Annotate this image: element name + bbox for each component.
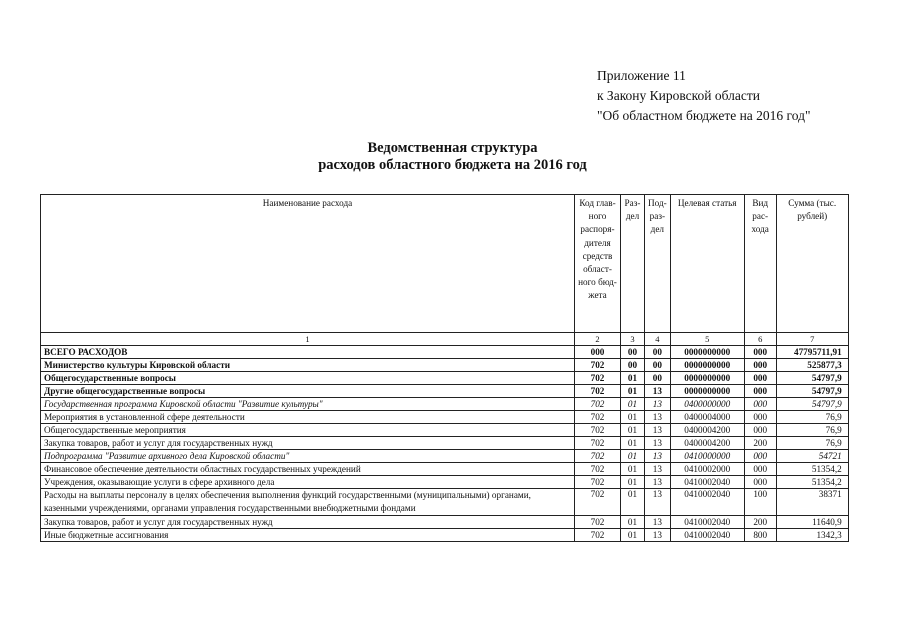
- cell-kind: 000: [744, 372, 776, 385]
- cell-code: 702: [575, 516, 621, 529]
- cell-code: 702: [575, 424, 621, 437]
- cell-kind: 000: [744, 398, 776, 411]
- cell-sum: 51354,2: [776, 463, 848, 476]
- header-row: [41, 195, 849, 333]
- cell-subsection: 00: [645, 346, 671, 359]
- column-number: 4: [645, 333, 671, 346]
- cell-target: 0000000000: [670, 372, 744, 385]
- cell-kind: 100: [744, 489, 776, 516]
- cell-section: 01: [621, 437, 645, 450]
- table-row: [41, 385, 849, 398]
- cell-sum: 1342,3: [776, 529, 848, 542]
- cell-section: 01: [621, 398, 645, 411]
- cell-section: 01: [621, 450, 645, 463]
- cell-name: Расходы на выплаты персоналу в целях обеспечения выполнения функций государственными (муниципальными) органами, казенными учреждениями, органами управления государственными внебюджетными фондами: [41, 489, 575, 516]
- table-row: [41, 346, 849, 359]
- cell-kind: 000: [744, 476, 776, 489]
- cell-code: 702: [575, 372, 621, 385]
- table-row: [41, 529, 849, 542]
- cell-name: Подпрограмма "Развитие архивного дела Кировской области": [41, 450, 575, 463]
- cell-name: Общегосударственные вопросы: [41, 372, 575, 385]
- table-row: [41, 372, 849, 385]
- title-line-1: Ведомственная структура: [367, 140, 538, 156]
- cell-section: 01: [621, 516, 645, 529]
- column-number: 1: [41, 333, 575, 346]
- cell-target: 0400004200: [670, 424, 744, 437]
- cell-subsection: 13: [645, 398, 671, 411]
- table-row: [41, 450, 849, 463]
- header-sum: Сумма (тыс. рублей): [776, 195, 848, 333]
- table-row: [41, 516, 849, 529]
- cell-kind: 000: [744, 463, 776, 476]
- header-target: Целевая статья: [670, 195, 744, 333]
- cell-section: 00: [621, 359, 645, 372]
- cell-name: Закупка товаров, работ и услуг для государственных нужд: [41, 516, 575, 529]
- cell-target: 0410002040: [670, 529, 744, 542]
- cell-code: 702: [575, 476, 621, 489]
- cell-code: 702: [575, 359, 621, 372]
- cell-target: 0000000000: [670, 346, 744, 359]
- cell-target: 0410002040: [670, 516, 744, 529]
- cell-target: 0410002040: [670, 489, 744, 516]
- header-subsection: Под-раз-дел: [645, 195, 671, 333]
- cell-sum: 54797,9: [776, 385, 848, 398]
- cell-kind: 000: [744, 411, 776, 424]
- cell-target: 0410002000: [670, 463, 744, 476]
- column-number: 5: [670, 333, 744, 346]
- cell-subsection: 13: [645, 437, 671, 450]
- cell-subsection: 13: [645, 463, 671, 476]
- cell-code: 702: [575, 398, 621, 411]
- cell-section: 01: [621, 411, 645, 424]
- cell-name: Закупка товаров, работ и услуг для государственных нужд: [41, 437, 575, 450]
- cell-target: 0400004200: [670, 437, 744, 450]
- cell-name: Министерство культуры Кировской области: [41, 359, 575, 372]
- cell-sum: 525877,3: [776, 359, 848, 372]
- cell-target: 0400000000: [670, 398, 744, 411]
- cell-kind: 800: [744, 529, 776, 542]
- cell-code: 702: [575, 385, 621, 398]
- cell-target: 0000000000: [670, 359, 744, 372]
- cell-target: 0000000000: [670, 385, 744, 398]
- appendix-line-2: к Закону Кировской области: [597, 88, 761, 103]
- cell-kind: 000: [744, 450, 776, 463]
- cell-code: 702: [575, 411, 621, 424]
- cell-section: 01: [621, 424, 645, 437]
- cell-subsection: 13: [645, 516, 671, 529]
- cell-sum: 54797,9: [776, 398, 848, 411]
- cell-kind: 000: [744, 359, 776, 372]
- title-line-2: расходов областного бюджета на 2016 год: [318, 157, 587, 173]
- cell-kind: 000: [744, 424, 776, 437]
- cell-target: 0410000000: [670, 450, 744, 463]
- cell-target: 0410002040: [670, 476, 744, 489]
- cell-section: 01: [621, 476, 645, 489]
- cell-subsection: 13: [645, 529, 671, 542]
- cell-name: Иные бюджетные ассигнования: [41, 529, 575, 542]
- cell-code: 702: [575, 463, 621, 476]
- table-row: [41, 463, 849, 476]
- cell-code: 702: [575, 437, 621, 450]
- column-number: 7: [776, 333, 848, 346]
- cell-kind: 000: [744, 346, 776, 359]
- cell-sum: 38371: [776, 489, 848, 516]
- cell-code: 702: [575, 450, 621, 463]
- cell-code: 702: [575, 489, 621, 516]
- header-code: Код глав-ного распоря-дителя средств област-ного бюд-жета: [575, 195, 621, 333]
- cell-section: 01: [621, 463, 645, 476]
- appendix-line-1: Приложение 11: [597, 68, 686, 83]
- table-row: [41, 437, 849, 450]
- table-row: [41, 411, 849, 424]
- cell-sum: 54721: [776, 450, 848, 463]
- cell-section: 01: [621, 372, 645, 385]
- cell-sum: 76,9: [776, 411, 848, 424]
- header-section: Раз-дел: [621, 195, 645, 333]
- header-kind: Вид рас-хода: [744, 195, 776, 333]
- cell-kind: 200: [744, 437, 776, 450]
- cell-code: 702: [575, 529, 621, 542]
- column-number: 3: [621, 333, 645, 346]
- appendix-line-3: "Об областном бюджете на 2016 год": [597, 108, 811, 123]
- cell-subsection: 13: [645, 450, 671, 463]
- cell-sum: 76,9: [776, 424, 848, 437]
- table-row: [41, 424, 849, 437]
- cell-name: Другие общегосударственные вопросы: [41, 385, 575, 398]
- cell-section: 01: [621, 489, 645, 516]
- column-number: 2: [575, 333, 621, 346]
- cell-subsection: 13: [645, 385, 671, 398]
- cell-name: Финансовое обеспечение деятельности областных государственных учреждений: [41, 463, 575, 476]
- column-number-row: [41, 333, 849, 346]
- cell-kind: 200: [744, 516, 776, 529]
- table-row: [41, 398, 849, 411]
- cell-name: Государственная программа Кировской области "Развитие культуры": [41, 398, 575, 411]
- cell-sum: 47795711,91: [776, 346, 848, 359]
- cell-sum: 11640,9: [776, 516, 848, 529]
- cell-section: 00: [621, 346, 645, 359]
- budget-table-body: [41, 346, 849, 542]
- cell-target: 0400004000: [670, 411, 744, 424]
- cell-name: ВСЕГО РАСХОДОВ: [41, 346, 575, 359]
- cell-subsection: 00: [645, 372, 671, 385]
- table-row: [41, 489, 849, 516]
- cell-subsection: 13: [645, 411, 671, 424]
- cell-name: Учреждения, оказывающие услуги в сфере архивного дела: [41, 476, 575, 489]
- cell-sum: 54797,9: [776, 372, 848, 385]
- appendix-caption: [597, 66, 811, 126]
- document-title: [0, 140, 905, 174]
- cell-subsection: 13: [645, 424, 671, 437]
- cell-subsection: 00: [645, 359, 671, 372]
- cell-section: 01: [621, 529, 645, 542]
- cell-name: Мероприятия в установленной сфере деятельности: [41, 411, 575, 424]
- cell-section: 01: [621, 385, 645, 398]
- cell-sum: 76,9: [776, 437, 848, 450]
- header-name: Наименование расхода: [41, 195, 575, 333]
- cell-name: Общегосударственные мероприятия: [41, 424, 575, 437]
- cell-subsection: 13: [645, 489, 671, 516]
- table-row: [41, 359, 849, 372]
- cell-sum: 51354,2: [776, 476, 848, 489]
- cell-code: 000: [575, 346, 621, 359]
- cell-kind: 000: [744, 385, 776, 398]
- table-row: [41, 476, 849, 489]
- cell-subsection: 13: [645, 476, 671, 489]
- column-number: 6: [744, 333, 776, 346]
- budget-table: [40, 194, 849, 542]
